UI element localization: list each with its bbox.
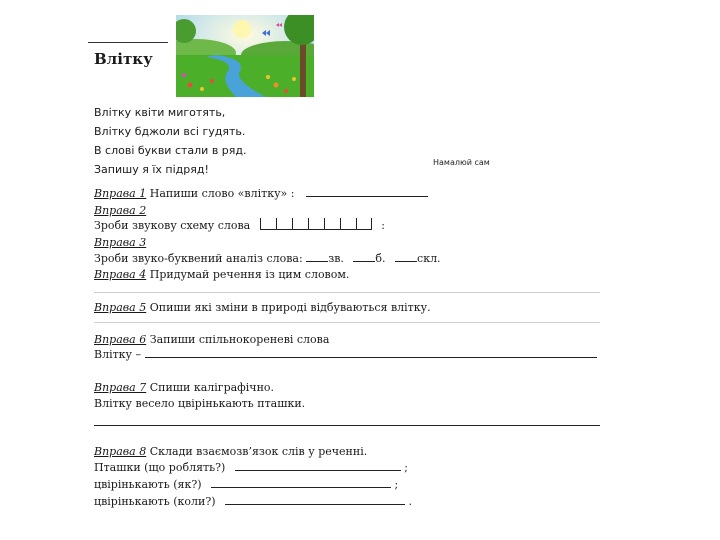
task-text: Спиши каліграфічно. (146, 381, 275, 394)
task-label: Вправа 2 (94, 204, 147, 217)
letters-blank[interactable] (353, 261, 375, 262)
sound-scheme[interactable] (260, 218, 372, 234)
task-label: Вправа 6 (94, 333, 147, 346)
task-2 (94, 218, 385, 234)
task-text: цвірінькають (коли?) (94, 495, 216, 508)
answer-line[interactable] (306, 196, 428, 197)
task-text: Зроби звукову схему слова (94, 219, 251, 232)
task-text: Опиши які зміни в природі відбуваються влітку. (146, 301, 431, 314)
task-text: Запиши спільнокореневі слова (146, 333, 330, 346)
task-label: Вправа 5 (94, 301, 147, 314)
task-4 (94, 267, 349, 282)
task-label: Вправа 7 (94, 381, 147, 394)
draw-note: Намалюй сам (433, 158, 490, 167)
task-6-answer (94, 347, 597, 362)
semicolon: ; (404, 461, 408, 474)
page-title: Влітку (94, 50, 153, 68)
task-text: цвірінькають (як?) (94, 478, 202, 491)
answer-line[interactable] (235, 470, 401, 471)
answer-line[interactable] (94, 425, 600, 426)
letters-unit: б. (375, 252, 386, 265)
syllables-blank[interactable] (395, 261, 417, 262)
task-text: Склади взаємозв’язок слів у реченні. (146, 445, 368, 458)
task-3-label-line (94, 235, 146, 250)
task-8-line-3 (94, 494, 412, 509)
answer-line[interactable] (94, 292, 600, 293)
task-8 (94, 444, 367, 459)
task-text: Напиши слово «влітку» : (146, 187, 295, 200)
poem-line: В слові букви стали в ряд. (94, 144, 247, 157)
answer-line[interactable] (145, 357, 597, 358)
task-8-line-2 (94, 477, 398, 492)
summer-meadow-illustration (176, 15, 314, 97)
task-text: Зроби звуко-буквений аналіз слова: (94, 252, 303, 265)
task-1 (94, 186, 428, 201)
copy-sentence: Влітку весело цвірінькають пташки. (94, 397, 306, 410)
task-3 (94, 251, 441, 266)
task-text: Влітку – (94, 348, 142, 361)
poem-line: Влітку бджоли всі гудять. (94, 125, 246, 138)
task-7 (94, 380, 274, 395)
syllables-unit: скл. (417, 252, 441, 265)
poem (94, 103, 247, 179)
title-rule (88, 42, 168, 43)
task-text: Придумай речення із цим словом. (146, 268, 350, 281)
task-6 (94, 332, 329, 347)
task-2-label-line (94, 203, 146, 218)
semicolon: ; (394, 478, 399, 491)
colon: : (381, 219, 385, 232)
task-label: Вправа 1 (94, 187, 147, 200)
sounds-blank[interactable] (306, 261, 328, 262)
answer-line[interactable] (225, 504, 405, 505)
poem-line: Влітку квіти миготять, (94, 106, 226, 119)
task-8-line-1 (94, 460, 408, 475)
sounds-unit: зв. (328, 252, 344, 265)
task-label: Вправа 3 (94, 236, 147, 249)
answer-line[interactable] (211, 487, 391, 488)
task-label: Вправа 8 (94, 445, 147, 458)
task-label: Вправа 4 (94, 268, 147, 281)
meadow-svg (176, 15, 314, 97)
sun (233, 20, 251, 38)
task-5 (94, 300, 431, 315)
answer-line[interactable] (94, 322, 600, 323)
period: . (408, 495, 413, 508)
poem-line: Запишу я їх підряд! (94, 163, 209, 176)
task-text: Пташки (що роблять?) (94, 461, 226, 474)
